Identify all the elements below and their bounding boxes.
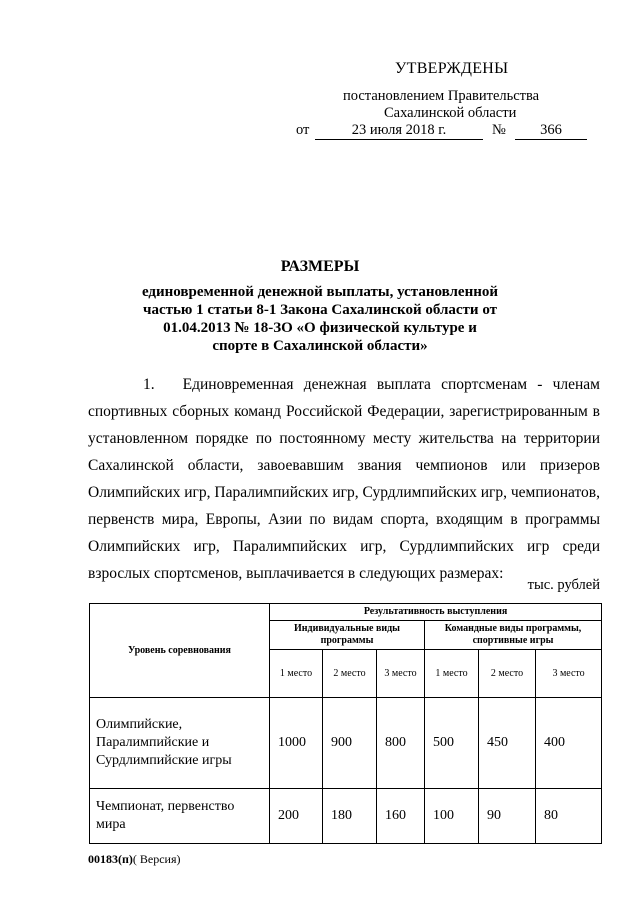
header-place: 1 место: [270, 650, 323, 698]
row-value: 800: [377, 698, 425, 789]
footer-code: 00183(п): [88, 852, 133, 866]
subheading-line-2: частью 1 статьи 8-1 Закона Сахалинской области от: [143, 302, 497, 318]
row-value: 900: [323, 698, 377, 789]
row-value: 400: [536, 698, 602, 789]
header-place: 1 место: [425, 650, 479, 698]
row-value: 80: [536, 789, 602, 844]
footer-version: ( Версия): [132, 852, 181, 866]
header-results: Результативность выступления: [270, 604, 602, 621]
document-heading: РАЗМЕРЫ: [280, 258, 360, 275]
approval-line-2: Сахалинской области: [384, 105, 517, 121]
document-footer: [88, 852, 181, 867]
row-value: 450: [479, 698, 536, 789]
approval-number: 366: [515, 121, 587, 140]
paragraph-text: Единовременная денежная выплата спортсменам - членам спортивных сборных команд Российской Федерации, зарегистрированным в установленном порядке по постоянному месту жительства на территории Сахалинской области, завоевавшим звания чемпионов или призеров Олимпийских игр, Паралимпийских игр, Сурдлимпийских игр, чемпионатов, первенств мира, Европы, Азии по видам спорта, входящим в программы Олимпийских игр, Паралимпийских игр, Сурдлимпийских игр среди взрослых спортсменов, выплачивается в следующих размерах:: [88, 376, 600, 582]
subheading-line-3: 01.04.2013 № 18-ЗО «О физической культуре и: [163, 320, 477, 336]
paragraph-1: [88, 371, 600, 587]
header-individual: Индивидуальные виды программы: [270, 621, 425, 650]
subheading-line-4: спорте в Сахалинской области»: [212, 338, 428, 354]
header-place: 3 место: [377, 650, 425, 698]
row-value: 90: [479, 789, 536, 844]
row-level: Чемпионат, первенство мира: [90, 789, 270, 844]
row-level: Олимпийские, Паралимпийские и Сурдлимпийские игры: [90, 698, 270, 789]
paragraph-number: 1.: [143, 376, 155, 393]
row-value: 180: [323, 789, 377, 844]
row-value: 200: [270, 789, 323, 844]
payment-table: [89, 603, 602, 844]
approval-line-1: постановлением Правительства: [343, 88, 540, 104]
header-team: Командные виды программы, спортивные игры: [425, 621, 602, 650]
row-value: 160: [377, 789, 425, 844]
subheading-line-1: единовременной денежной выплаты, установленной: [141, 284, 499, 300]
approval-title: УТВЕРЖДЕНЫ: [395, 60, 509, 77]
row-value: 100: [425, 789, 479, 844]
header-place: 3 место: [536, 650, 602, 698]
approval-number-label: №: [492, 122, 506, 138]
table-row: [90, 698, 602, 789]
table-row: [90, 789, 602, 844]
row-value: 1000: [270, 698, 323, 789]
header-level: Уровень соревнования: [90, 604, 270, 698]
approval-from-label: от: [296, 122, 310, 138]
approval-date: 23 июля 2018 г.: [315, 121, 483, 140]
header-place: 2 место: [479, 650, 536, 698]
unit-label: тыс. рублей: [527, 577, 600, 593]
row-value: 500: [425, 698, 479, 789]
header-place: 2 место: [323, 650, 377, 698]
